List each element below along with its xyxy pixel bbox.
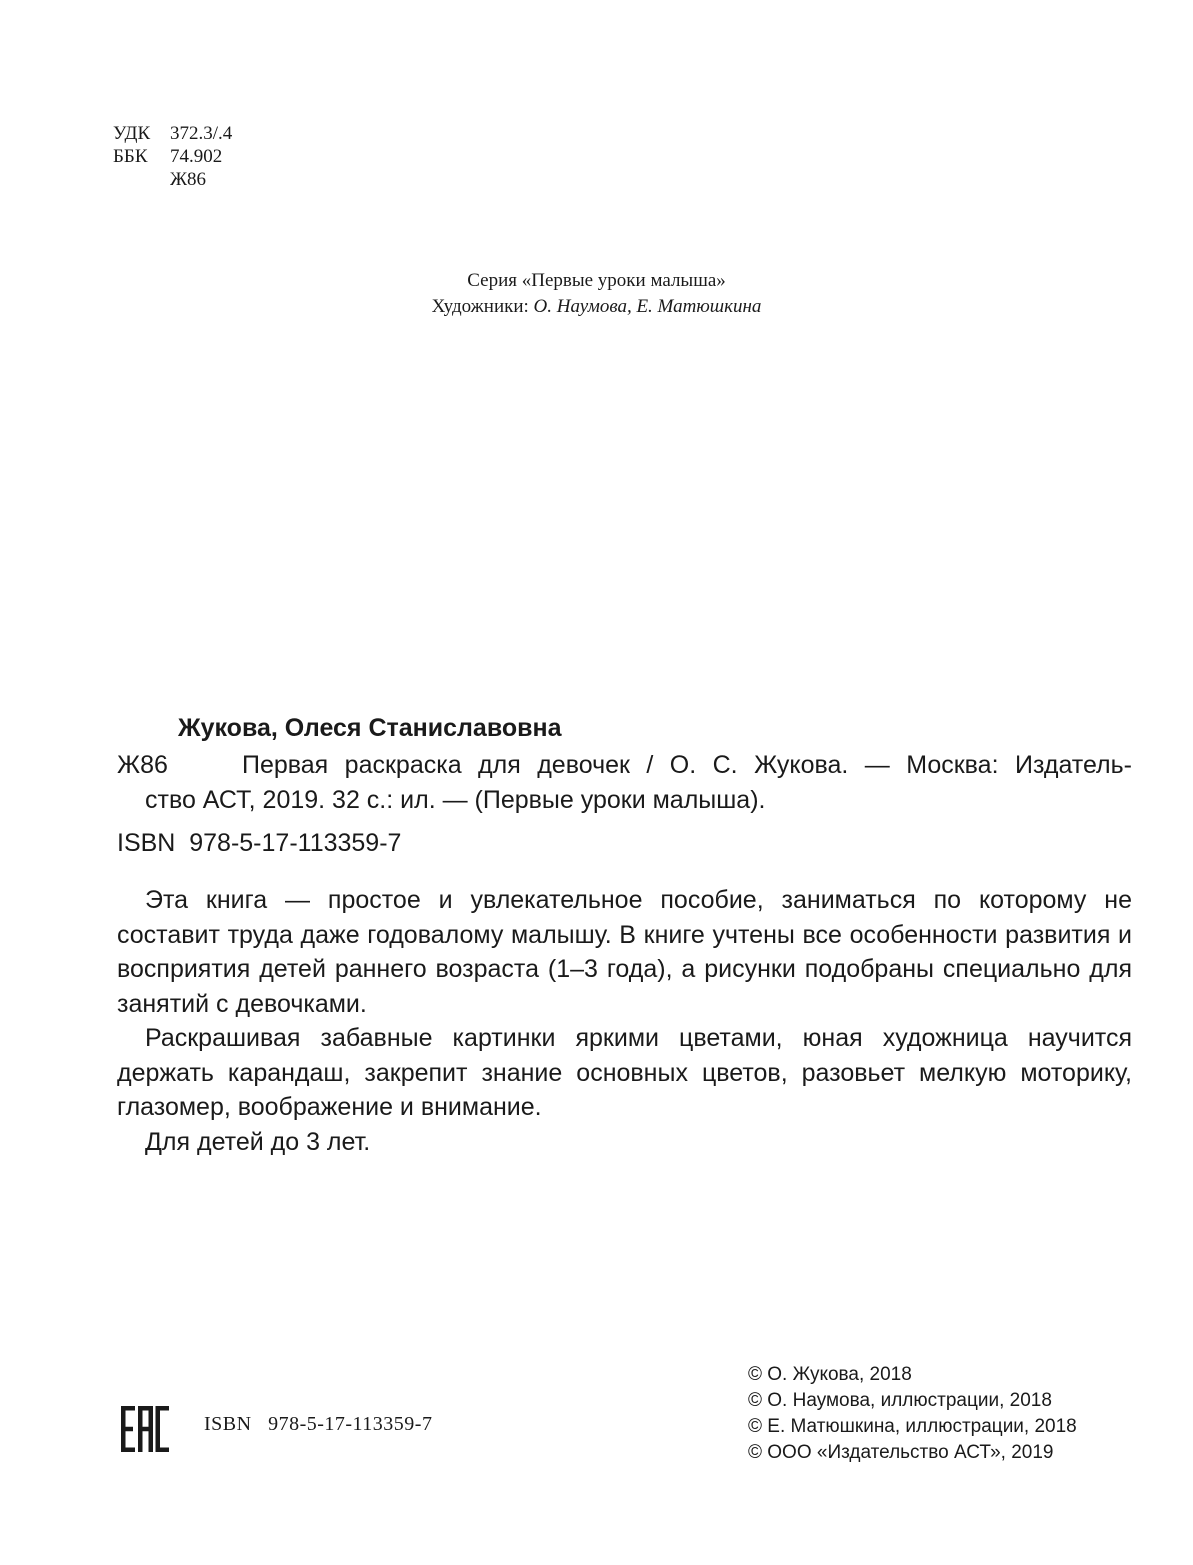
bibliographic-title-line1: Первая раскраска для девочек / О. С. Жукова. — Москва: Издатель- (242, 751, 1132, 779)
copyright-line: © Е. Матюшкина, иллюстрации, 2018 (748, 1416, 1077, 1437)
series-block (0, 268, 1193, 320)
udk-label: УДК (113, 123, 151, 144)
series-line: Серия «Первые уроки малыша» (467, 270, 726, 291)
author-mark: Ж86 (170, 169, 207, 190)
udk-value: 372.3/.4 (170, 123, 233, 144)
catalog-code: Ж86 (117, 751, 168, 779)
classification-block (113, 122, 232, 191)
copyright-line: © О. Жукова, 2018 (748, 1364, 912, 1385)
artists-names: О. Наумова, Е. Матюшкина (533, 296, 762, 317)
copyright-line: © ООО «Издательство АСТ», 2019 (748, 1442, 1054, 1463)
author-heading: Жукова, Олеся Станиславовна (178, 714, 562, 742)
annotation-paragraph: Для детей до 3 лет. (145, 1127, 371, 1156)
bibliographic-title-line2: ство АСТ, 2019. 32 с.: ил. — (Первые уроки малыша). (145, 786, 766, 814)
bbk-label: ББК (113, 146, 148, 167)
annotation (117, 883, 1132, 1159)
bbk-row (113, 145, 232, 168)
artists-label: Художники: (431, 296, 529, 317)
udk-row (113, 122, 232, 145)
copyright-block (748, 1362, 1077, 1466)
annotation-paragraph: Раскрашивая забавные картинки яркими цветами, юная художница научится держать карандаш, закрепит знание основных цветов, разовьет мелкую моторику, глазомер, воображение и внимание. (117, 1024, 1132, 1121)
isbn-footer: ISBN 978-5-17-113359-7 (204, 1413, 433, 1435)
isbn-line: ISBN 978-5-17-113359-7 (117, 829, 402, 857)
eac-logo-icon (121, 1406, 169, 1457)
copyright-line: © О. Наумова, иллюстрации, 2018 (748, 1390, 1052, 1411)
bbk-value: 74.902 (170, 146, 223, 167)
artists-line (0, 294, 1193, 320)
annotation-paragraph: Эта книга — простое и увлекательное пособие, заниматься по которому не составит труда даже годовалому малышу. В книге учтены все особенности развития и восприятия детей раннего возраста (1–3 года), а рисунки подобраны специально для занятий с девочками. (117, 886, 1132, 1018)
eac-logo-graphic (121, 1406, 169, 1452)
